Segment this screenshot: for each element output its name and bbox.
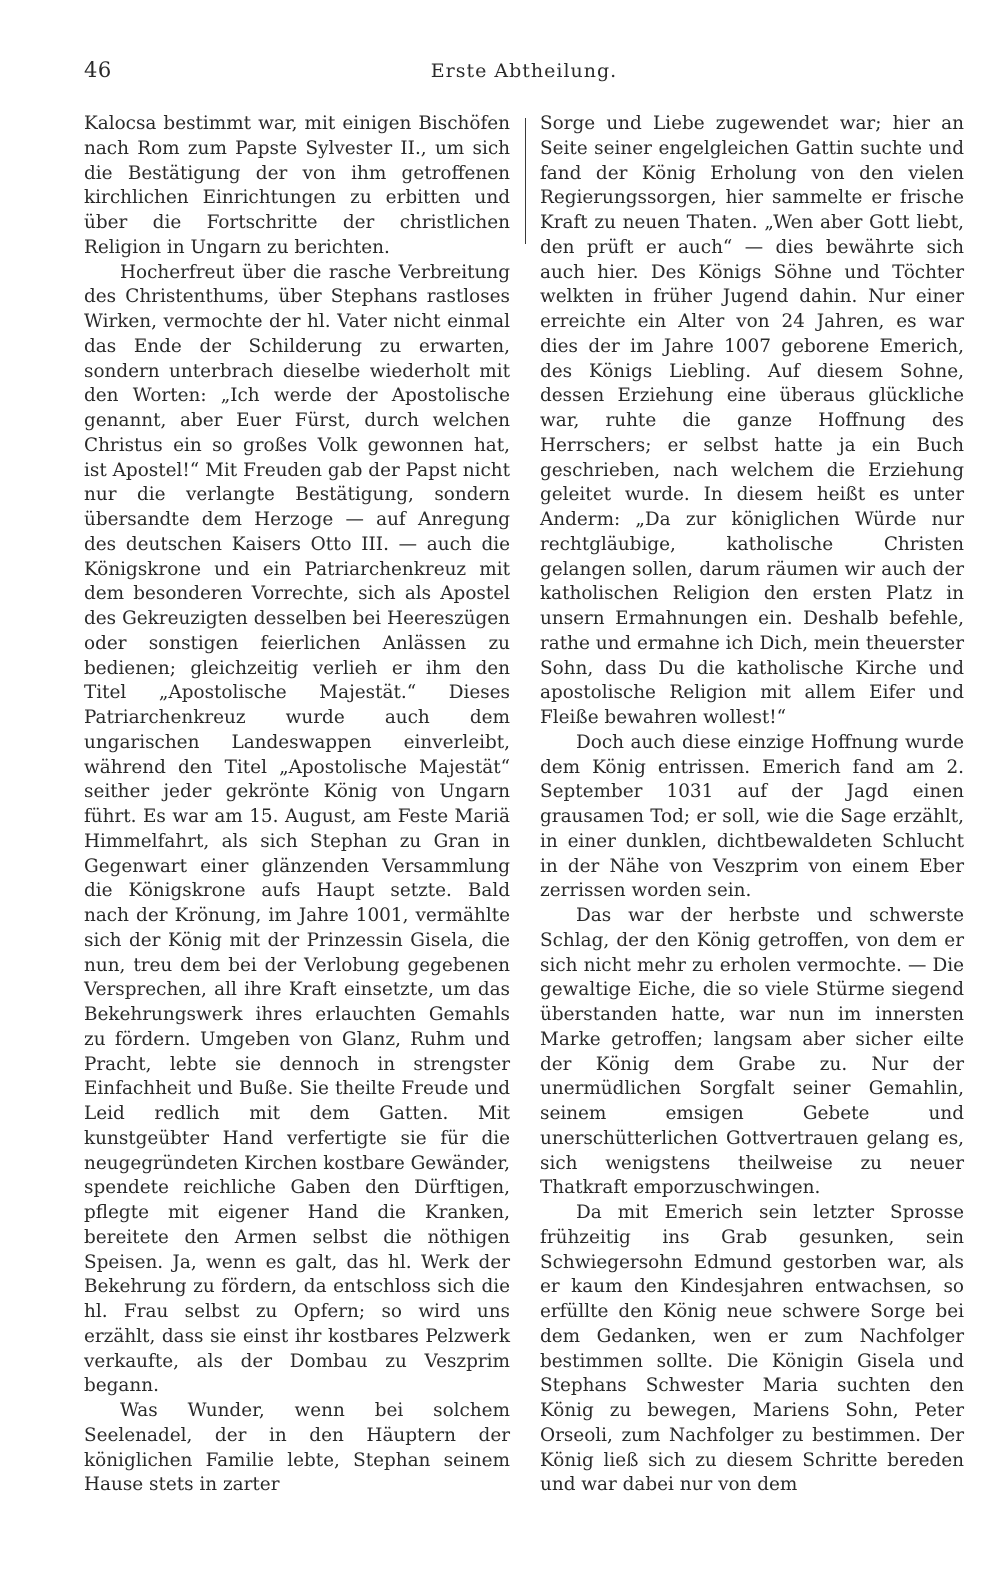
paragraph: Hocherfreut über die rasche Verbreitung des Christenthums, über Stephans rastloses Wirken, vermochte der hl. Vater nicht einmal das Ende der Schilderung zu erwarten, sondern unterbrach dieselbe wiederholt mit den Worten: „Ich werde der Apostolische genannt, aber Euer Fürst, durch welchen Christus ein so großes Volk gewonnen hat, ist Apostel!“ Mit Freuden gab der Papst nicht nur die verlangte Bestätigung, sondern übersandte dem Herzoge — auf Anregung des deutschen Kaisers Otto III. — auch die Königskrone und ein Patriarchenkreuz mit dem besonderen Vorrechte, sich als Apostel des Gekreuzigten desselben bei Heereszügen oder sonstigen feierlichen Anlässen zu bedienen; gleichzeitig verlieh er ihm den Titel „Apostolische Majestät.“ Dieses Patriarchenkreuz wurde auch dem ungarischen Landeswappen einverleibt, während den Titel „Apostolische Majestät“ seither jeder gekrönte König von Ungarn führt. Es war am 15. August, am Feste Mariä Himmelfahrt, als sich Stephan zu Gran in Gegenwart einer glänzenden Versammlung die Königskrone aufs Haupt setzte. Bald nach der Krönung, im Jahre 1001, vermählte sich der König mit der Prinzessin Gisela, die nun, treu dem bei der Verlobung gegebenen Versprechen, all ihre Kraft einsetzte, um das Bekehrungswerk ihres erlauchten Gemahls zu fördern. Umgeben von Glanz, Ruhm und Pracht, lebte sie dennoch in strengster Einfachheit und Buße. Sie theilte Freude und Leid redlich mit dem Gatten. Mit kunstgeübter Hand verfertigte sie für die neugegründeten Kirchen kostbare Gewänder, spendete reichliche Gaben den Dürftigen, pflegte mit eigener Hand die Kranken, bereitete den Armen selbst die nöthigen Speisen. Ja, wenn es galt, das hl. Werk der Bekehrung zu fördern, da entschloss sich die hl. Frau selbst zu Opfern; so wird uns erzählt, dass sie einst ihr kostbares Pelzwerk verkaufte, als der Dombau zu Veszprim begann. (84, 261, 510, 1397)
right-column (540, 112, 964, 1498)
paragraph: Das war der herbste und schwerste Schlag, der den König getroffen, von dem er sich nicht mehr zu erholen vermochte. — Die gewaltige Eiche, die so viele Stürme siegend überstanden hatte, war nun im innersten Marke getroffen; langsam aber sicher eilte der König dem Grabe zu. Nur der unermüdlichen Sorgfalt seiner Gemahlin, seinem emsigen Gebete und unerschütterlichen Gottvertrauen gelang es, sich wenigstens theilweise zu neuer Thatkraft emporzuschwingen. (540, 905, 964, 1199)
page-number: 46 (84, 58, 112, 82)
paragraph: Was Wunder, wenn bei solchem Seelenadel, der in den Häuptern der königlichen Familie lebte, Stephan seinem Hause stets in zarter (84, 1400, 510, 1496)
paragraph: Da mit Emerich sein letzter Sprosse frühzeitig ins Grab gesunken, sein Schwiegersohn Edmund gestorben war, als er kaum den Kindesjahren entwachsen, so erfüllte den König neue schwere Sorge bei dem Gedanken, wen er zum Nachfolger bestimmen sollte. Die Königin Gisela und Stephans Schwester Maria suchten den König zu bewegen, Mariens Sohn, Peter Orseoli, zum Nachfolger zu bestimmen. Der König ließ sich zu diesem Schritte bereden und war dabei nur von dem (540, 1202, 964, 1496)
column-divider (525, 118, 526, 244)
left-column (84, 112, 510, 1498)
page-header (84, 58, 964, 88)
paragraph: Kalocsa bestimmt war, mit einigen Bischöfen nach Rom zum Papste Sylvester II., um sich die Bestätigung der von ihm getroffenen kirchlichen Einrichtungen zu erbitten und über die Fortschritte der christlichen Religion in Ungarn zu berichten. (84, 113, 510, 258)
running-head: Erste Abtheilung. (430, 60, 618, 82)
paragraph: Sorge und Liebe zugewendet war; hier an Seite seiner engelgleichen Gattin suchte und fand der König Erholung von den vielen Regierungssorgen, hier sammelte er frische Kraft zu neuen Thaten. „Wen aber Gott liebt, den prüft er auch“ — dies bewährte sich auch hier. Des Königs Söhne und Töchter welkten in früher Jugend dahin. Nur einer erreichte ein Alter von 24 Jahren, es war dies der im Jahre 1007 geborene Emerich, des Königs Liebling. Auf diesem Sohne, dessen Erziehung eine überaus glückliche war, ruhte die ganze Hoffnung des Herrschers; er selbst hatte ja ein Buch geschrieben, nach welchem die Erziehung geleitet wurde. In diesem heißt es unter Anderm: „Da zur königlichen Würde nur rechtgläubige, katholische Christen gelangen sollen, darum räumen wir auch der katholischen Religion den ersten Platz in unsern Ermahnungen ein. Deshalb befehle, rathe und ermahne ich Dich, mein theuerster Sohn, dass Du die katholische Kirche und apostolische Religion mit allem Eifer und Fleiße bewahren wollest!“ (540, 113, 964, 728)
paragraph: Doch auch diese einzige Hoffnung wurde dem König entrissen. Emerich fand am 2. September 1031 auf der Jagd einen grausamen Tod; er soll, wie die Sage erzählt, in einer dunklen, dichtbewaldeten Schlucht in der Nähe von Veszprim von einem Eber zerrissen worden sein. (540, 731, 964, 902)
